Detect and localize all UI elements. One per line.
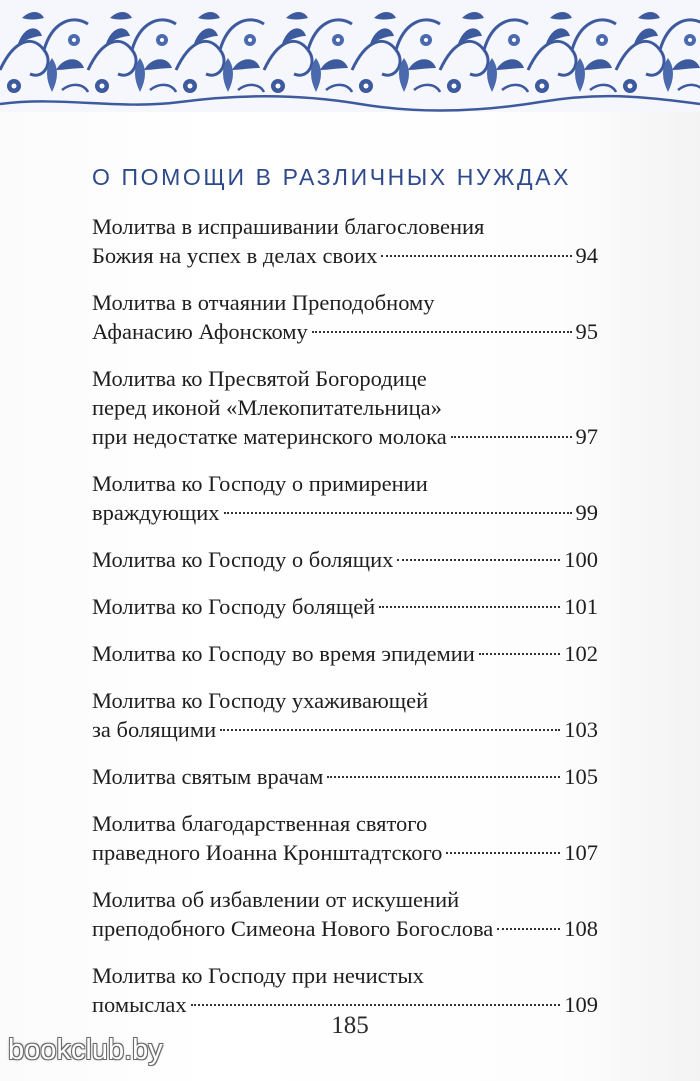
dot-leader: [381, 255, 571, 257]
toc-entry-title-line: помыслах: [92, 992, 187, 1017]
toc-entry: [92, 885, 598, 943]
toc-entry-title-line: Молитва ко Господу во время эпидемии: [92, 641, 475, 666]
toc-entry-last-line: [92, 498, 598, 527]
toc-entry-title-line: Молитва ко Господу ухаживающей: [92, 688, 429, 713]
toc-entry-title-line: Молитва в испрашивании благословения: [92, 214, 485, 239]
toc-entry-page: 100: [564, 547, 598, 572]
toc-entry-title-line: Молитва об избавлении от искушений: [92, 887, 460, 912]
toc-entry-last-line: [92, 592, 598, 621]
toc-entry-title-line: преподобного Симеона Нового Богослова: [92, 916, 494, 941]
toc-entry: [92, 809, 598, 867]
toc-entry-title-line: Афанасию Афонскому: [92, 319, 308, 344]
dot-leader: [446, 852, 560, 854]
toc-entry-title-line: Молитва в отчаянии Преподобному: [92, 290, 435, 315]
toc-entry-title-line: Молитва ко Господу о болящих: [92, 547, 394, 572]
toc-entry-title-line: Молитва святым врачам: [92, 764, 324, 789]
toc-entry-last-line: [92, 639, 598, 668]
toc-entry-page: 94: [575, 243, 598, 268]
toc-entry: [92, 639, 598, 668]
toc-entry: [92, 762, 598, 791]
toc-entry-title-line: перед иконой «Млекопитательница»: [92, 395, 442, 420]
toc-entry-last-line: [92, 422, 598, 451]
dot-leader: [451, 436, 572, 438]
toc-entry-page: 107: [564, 840, 598, 865]
dot-leader: [224, 512, 572, 514]
toc-entry-title-line: Молитва ко Пресвятой Богородице: [92, 366, 427, 391]
toc-entry: [92, 545, 598, 574]
toc-entry-title-line: при недостатке материнского молока: [92, 424, 447, 449]
toc-entry-last-line: [92, 317, 598, 346]
page-number: 185: [331, 1012, 369, 1039]
toc-entry-page: 99: [575, 500, 598, 525]
toc-entry-page: 108: [564, 916, 598, 941]
dot-leader: [397, 559, 560, 561]
toc-entry-title-line: Молитва благодарственная святого: [92, 811, 428, 836]
toc-entry-title-line: Молитва ко Господу при нечистых: [92, 963, 424, 988]
dot-leader: [191, 1004, 561, 1006]
toc-entry-page: 103: [564, 717, 598, 742]
toc-entry-title-line: Молитва ко Господу о примирении: [92, 471, 428, 496]
toc-entry: [92, 686, 598, 744]
toc-entry-last-line: [92, 241, 598, 270]
dot-leader: [327, 776, 560, 778]
toc-entry: [92, 364, 598, 451]
toc-entry-page: 97: [575, 424, 598, 449]
toc-entry: [92, 592, 598, 621]
toc-entry-page: 102: [564, 641, 598, 666]
toc-entry-title-line: враждующих: [92, 500, 220, 525]
toc-entry: [92, 212, 598, 270]
toc-entry-last-line: [92, 715, 598, 744]
dot-leader: [312, 331, 572, 333]
toc-entry: [92, 288, 598, 346]
dot-leader: [479, 653, 560, 655]
toc-entry-page: 95: [575, 319, 598, 344]
toc-entry-last-line: [92, 545, 598, 574]
toc-entry-title-line: Молитва ко Господу болящей: [92, 594, 376, 619]
table-of-contents: [92, 212, 598, 1037]
toc-entry-page: 105: [564, 764, 598, 789]
toc-entry-title-line: Божия на успех в делах своих: [92, 243, 378, 268]
watermark: bookclub.by: [8, 1034, 163, 1066]
dot-leader: [379, 606, 560, 608]
floral-ornament-border: [0, 0, 700, 112]
toc-entry-last-line: [92, 762, 598, 791]
toc-entry-page: 101: [564, 594, 598, 619]
toc-entry: [92, 961, 598, 1019]
toc-entry: [92, 469, 598, 527]
toc-entry-title-line: праведного Иоанна Кронштадтского: [92, 840, 443, 865]
section-title: О ПОМОЩИ В РАЗЛИЧНЫХ НУЖДАХ: [92, 164, 572, 190]
toc-entry-last-line: [92, 838, 598, 867]
toc-entry-last-line: [92, 914, 598, 943]
dot-leader: [220, 729, 560, 731]
toc-entry-title-line: за болящими: [92, 717, 217, 742]
toc-entry-page: 109: [564, 992, 598, 1017]
dot-leader: [497, 928, 560, 930]
